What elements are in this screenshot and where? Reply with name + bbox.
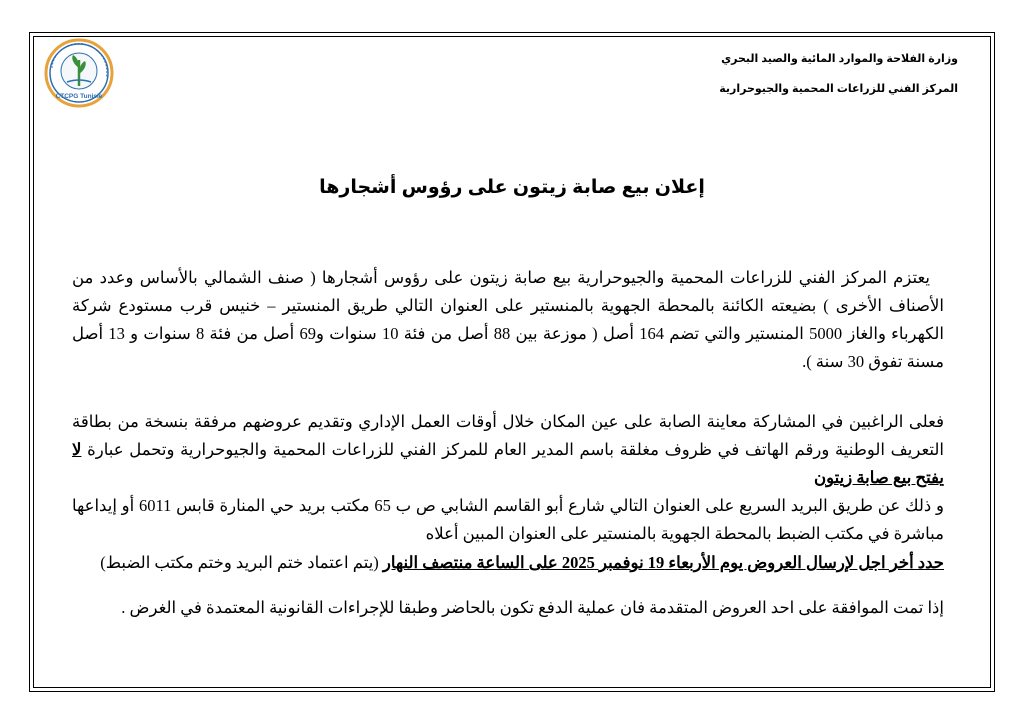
envelope-mention: لا يفتح بيع صابة زيتون [72, 440, 944, 487]
instructions-text-2: و ذلك عن طريق البريد السريع على العنوان التالي شارع أبو القاسم الشابي ص ب 65 مكتب بريد حي المنارة قابس 6011 أو إيداعها مباشرة في مكتب الضبط بالمحطة الجهوية بالمنستير على العنوان المبين أعلاه [72, 496, 944, 543]
deadline-note: (يتم اعتماد ختم البريد وختم مكتب الضبط) [100, 553, 379, 572]
paragraph-intro-text: يعتزم المركز الفني للزراعات المحمية والجيوحرارية بيع صابة زيتون على رؤوس أشجارها ( صنف الشمالي بالأساس وعدد من الأصناف الأخرى ) بضيعته الكائنة بالمحطة الجهوية بالمنستير على العنوان التالي طريق المنستير – خنيس قرب مستودع شركة الكهرباء والغاز 5000 المنستير والتي تضم 164 أصل ( موزعة بين 88 أصل من فئة 10 سنوات و69 أصل من فئة 8 سنوات و 13 أصل مسنة تفوق 30 سنة ). [72, 268, 944, 371]
center-name: المركز الفني للزراعات المحمية والجيوحرارية [719, 83, 958, 95]
instructions-text-1: فعلى الراغبين في المشاركة معاينة الصابة على عين المكان خلال أوقات العمل الإداري وتقديم عروضهم مرفقة بنسخة من بطاقة التعريف الوطنية ورقم الهاتف في ظروف مغلقة باسم المدير العام للمركز الفني للزراعات المحمية والجيوحرارية وتحمل عبارة [72, 412, 944, 459]
paragraph-instructions [72, 408, 944, 548]
paragraph-deadline [72, 549, 944, 577]
announcement-title: إعلان بيع صابة زيتون على رؤوس أشجارها [319, 177, 705, 198]
paragraph-intro [72, 264, 944, 376]
logo-text: CTCPG Tunisie [55, 93, 103, 100]
ministry-name: وزارة الفلاحة والموارد المائية والصيد البحري [721, 53, 958, 65]
ctcpg-logo-icon [44, 38, 114, 108]
paragraph-payment: إذا تمت الموافقة على احد العروض المتقدمة فان عملية الدفع تكون بالحاضر وطبقا للإجراءات القانونية المعتمدة في الغرض . [121, 598, 944, 617]
letterhead [719, 52, 958, 96]
deadline-text: حدد أخر اجل لإرسال العروض يوم الأربعاء 19 نوفمبر 2025 على الساعة منتصف النهار [382, 553, 944, 572]
